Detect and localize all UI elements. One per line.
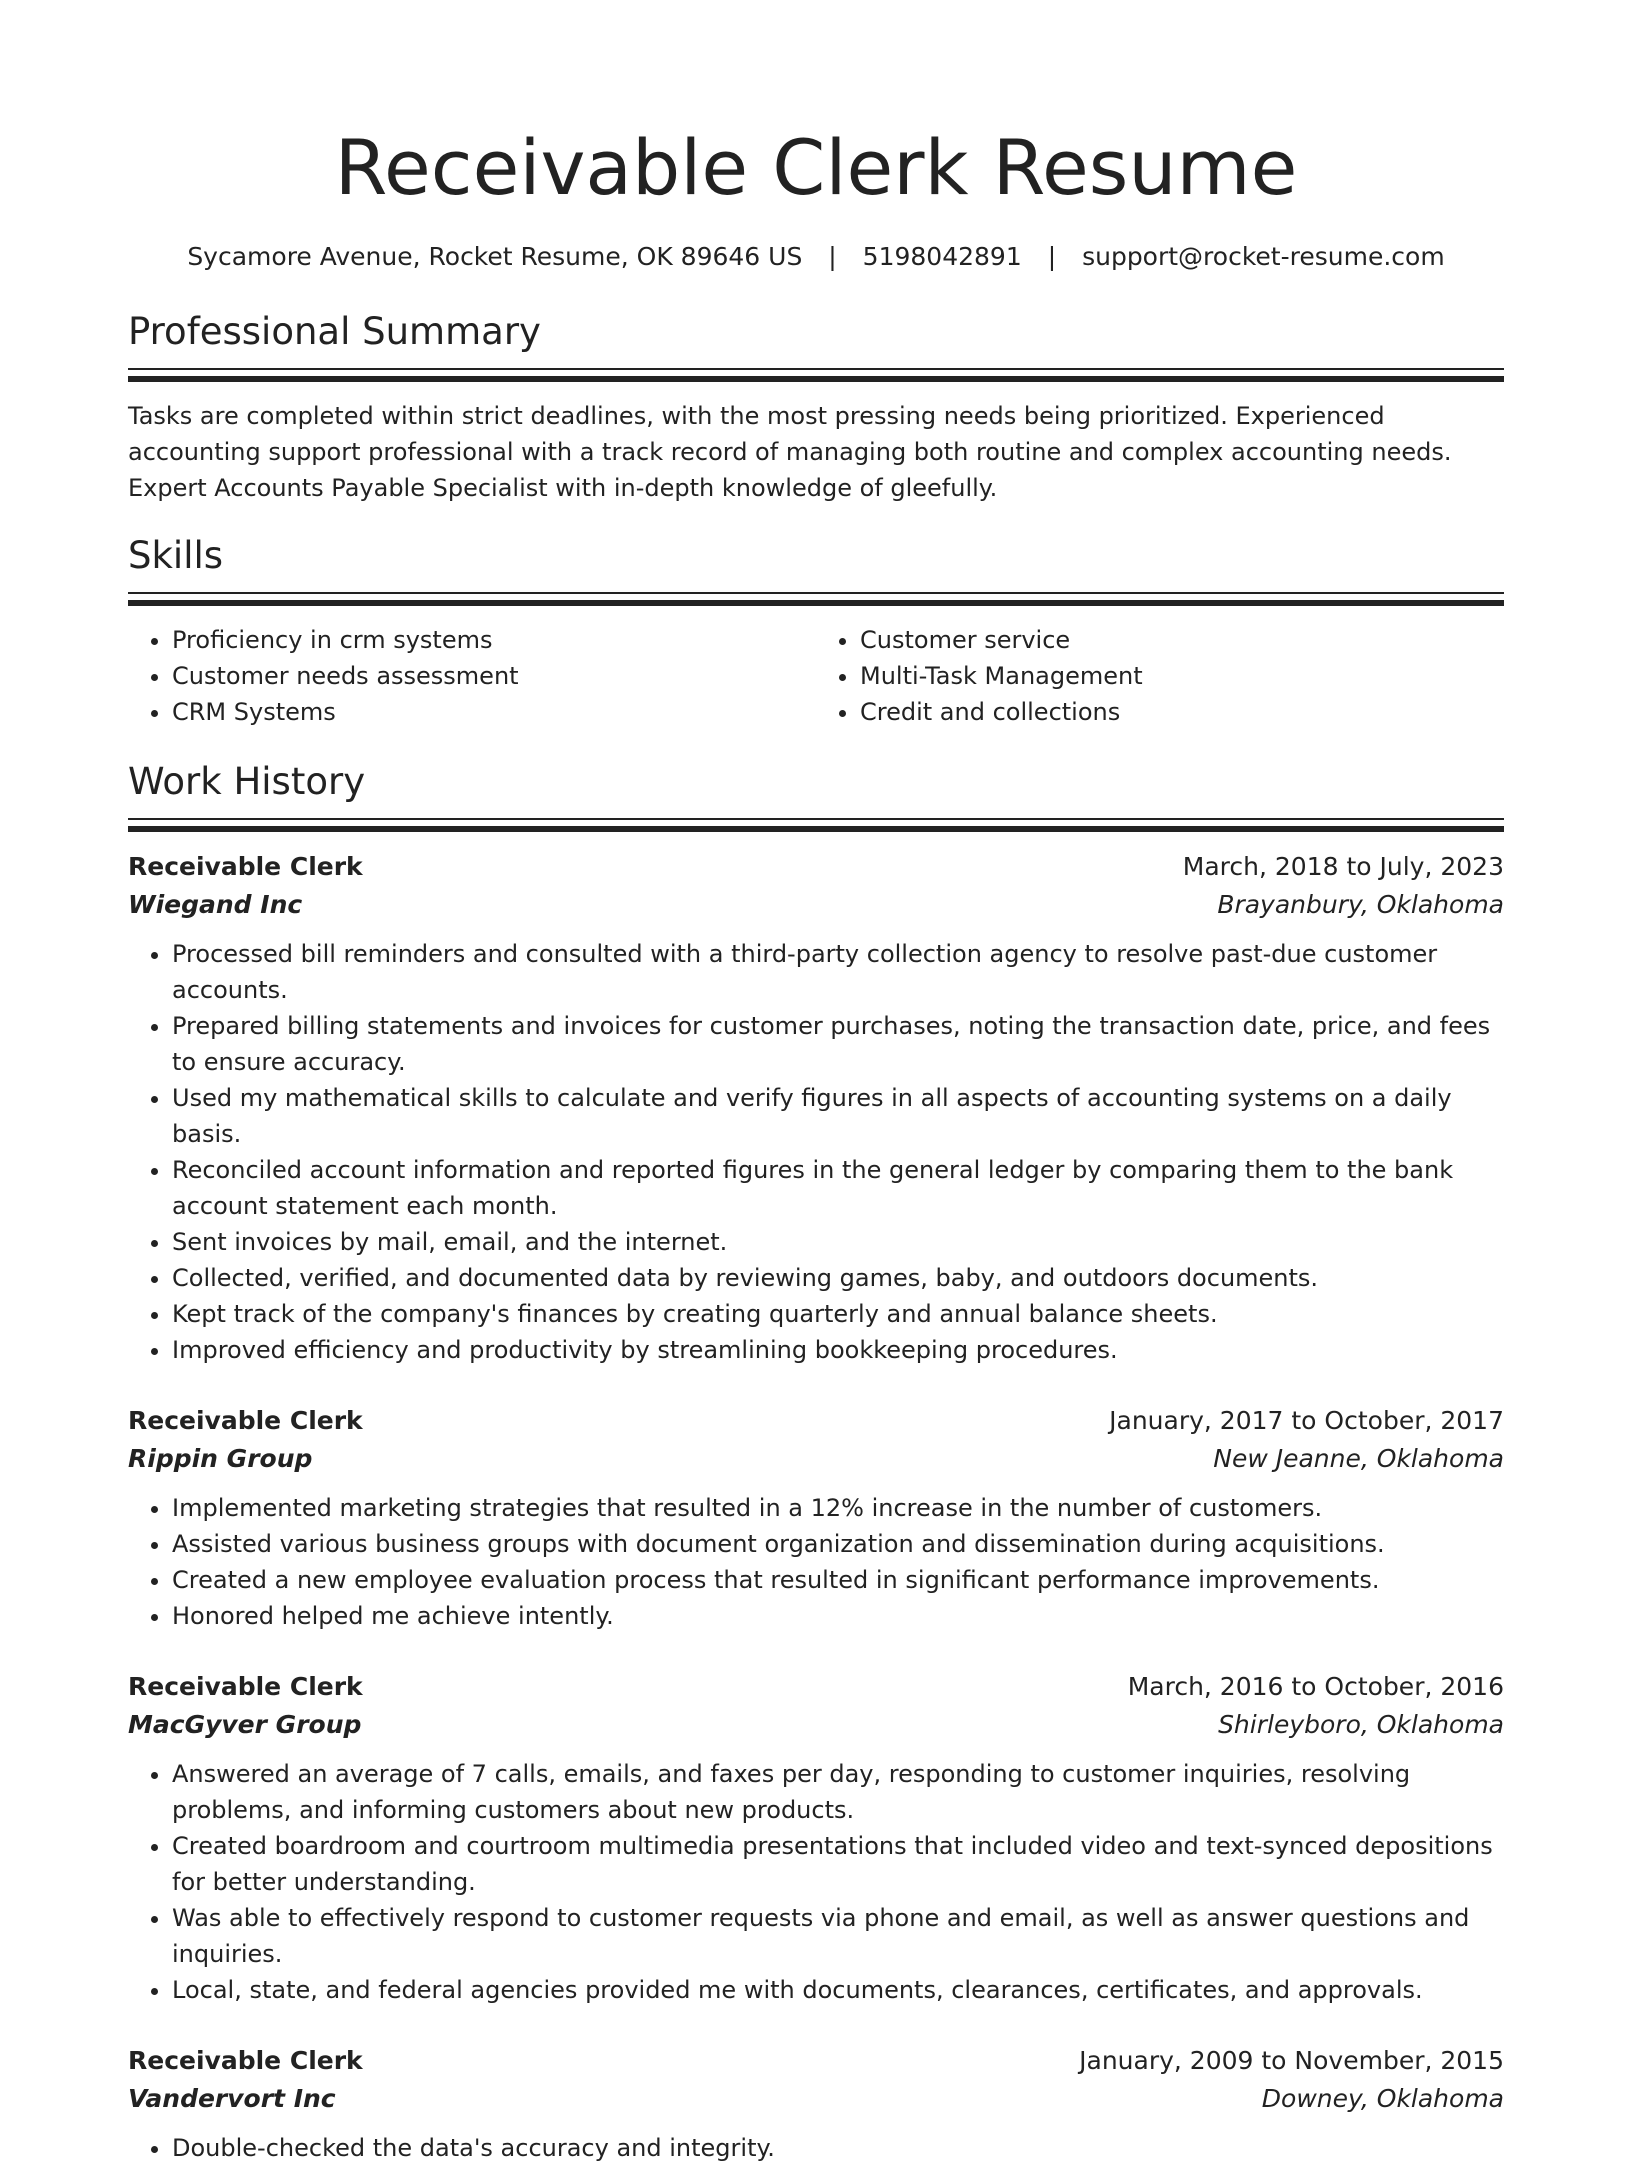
work-history-section <box>128 758 1504 2166</box>
contact-line <box>128 240 1504 274</box>
job-company-row <box>128 1706 1504 1744</box>
job-bullet: • Collected, verified, and documented data by reviewing games, baby, and outdoors documents. <box>172 1260 1504 1296</box>
section-divider <box>128 818 1504 832</box>
job-title-row <box>128 1402 1504 1440</box>
job-company: Wiegand Inc <box>128 890 303 919</box>
section-divider <box>128 592 1504 606</box>
summary-text: Tasks are completed within strict deadlines, with the most pressing needs being prioritized. Experienced accounting support professional with a track record of managing both routine and complex accounting needs. Expert Accounts Payable Specialist with in-depth knowledge of gleefully. <box>128 402 1452 502</box>
job-entry <box>128 1668 1504 2008</box>
job-bullets <box>128 1490 1504 1634</box>
job-bullet: • Honored helped me achieve intently. <box>172 1598 1504 1634</box>
job-bullet: • Double-checked the data's accuracy and integrity. <box>172 2130 1504 2166</box>
job-company-row <box>128 886 1504 924</box>
work-history-heading: Work History <box>128 760 366 803</box>
job-bullet: • Reconciled account information and reported figures in the general ledger by comparing them to the bank account statement each month. <box>172 1152 1504 1224</box>
job-company: MacGyver Group <box>128 1710 362 1739</box>
contact-address: Sycamore Avenue, Rocket Resume, OK 89646 US <box>187 242 803 271</box>
resume-title: Receivable Clerk Resume <box>334 123 1298 212</box>
resume-page <box>128 0 1504 2166</box>
job-location: Brayanbury, Oklahoma <box>1217 890 1504 919</box>
job-entry <box>128 1402 1504 1634</box>
job-bullet: • Created a new employee evaluation process that resulted in significant performance improvements. <box>172 1562 1504 1598</box>
job-bullet: • Answered an average of 7 calls, emails, and faxes per day, responding to customer inquiries, resolving problems, and informing customers about new products. <box>172 1756 1504 1828</box>
job-bullet: • Implemented marketing strategies that resulted in a 12% increase in the number of customers. <box>172 1490 1504 1526</box>
job-title: Receivable Clerk <box>128 1406 363 1435</box>
job-location: New Jeanne, Oklahoma <box>1213 1444 1504 1473</box>
job-bullet: • Used my mathematical skills to calculate and verify figures in all aspects of accounting systems on a daily basis. <box>172 1080 1504 1152</box>
job-entry <box>128 848 1504 1368</box>
skill-item: • Credit and collections <box>860 694 1504 730</box>
skills-heading: Skills <box>128 534 224 577</box>
job-bullet: • Prepared billing statements and invoices for customer purchases, noting the transaction date, price, and fees to ensure accuracy. <box>172 1008 1504 1080</box>
skills-right-column <box>816 622 1504 730</box>
contact-separator: | <box>1047 242 1057 271</box>
job-bullet: • Local, state, and federal agencies provided me with documents, clearances, certificates, and approvals. <box>172 1972 1504 2008</box>
job-location: Shirleyboro, Oklahoma <box>1218 1710 1504 1739</box>
job-bullets <box>128 2130 1504 2166</box>
job-bullet: • Created boardroom and courtroom multimedia presentations that included video and text-synced depositions for better understanding. <box>172 1828 1504 1900</box>
skills-columns <box>128 622 1504 730</box>
job-entry <box>128 2042 1504 2166</box>
job-title-row <box>128 1668 1504 1706</box>
skills-section <box>128 532 1504 730</box>
summary-heading: Professional Summary <box>128 310 541 353</box>
skill-item: • Customer needs assessment <box>172 658 816 694</box>
job-company-row <box>128 2080 1504 2118</box>
job-bullet: • Assisted various business groups with document organization and dissemination during acquisitions. <box>172 1526 1504 1562</box>
skill-item: • Customer service <box>860 622 1504 658</box>
job-title: Receivable Clerk <box>128 2046 363 2075</box>
job-dates: March, 2018 to July, 2023 <box>1182 852 1504 881</box>
job-bullet: • Processed bill reminders and consulted with a third-party collection agency to resolve past-due customer accounts. <box>172 936 1504 1008</box>
summary-section <box>128 308 1504 506</box>
contact-separator: | <box>828 242 837 271</box>
skill-item: • Multi-Task Management <box>860 658 1504 694</box>
job-title-row <box>128 848 1504 886</box>
job-company: Vandervort Inc <box>128 2084 336 2113</box>
skills-left-column <box>128 622 816 730</box>
section-divider <box>128 368 1504 382</box>
job-dates: March, 2016 to October, 2016 <box>1127 1672 1504 1701</box>
job-bullet: • Sent invoices by mail, email, and the internet. <box>172 1224 1504 1260</box>
job-title: Receivable Clerk <box>128 1672 363 1701</box>
job-dates: January, 2017 to October, 2017 <box>1109 1406 1504 1435</box>
job-title: Receivable Clerk <box>128 852 363 881</box>
job-bullet: • Kept track of the company's finances by creating quarterly and annual balance sheets. <box>172 1296 1504 1332</box>
job-bullets <box>128 1756 1504 2008</box>
contact-phone: 5198042891 <box>862 242 1022 271</box>
job-dates: January, 2009 to November, 2015 <box>1079 2046 1504 2075</box>
job-title-row <box>128 2042 1504 2080</box>
contact-email: support@rocket-resume.com <box>1082 242 1445 271</box>
skill-item: • Proficiency in crm systems <box>172 622 816 658</box>
job-bullet: • Improved efficiency and productivity by streamlining bookkeeping procedures. <box>172 1332 1504 1368</box>
job-company-row <box>128 1440 1504 1478</box>
job-location: Downey, Oklahoma <box>1261 2084 1504 2113</box>
job-company: Rippin Group <box>128 1444 313 1473</box>
skill-item: • CRM Systems <box>172 694 816 730</box>
job-bullet: • Was able to effectively respond to customer requests via phone and email, as well as answer questions and inquiries. <box>172 1900 1504 1972</box>
job-bullets <box>128 936 1504 1368</box>
